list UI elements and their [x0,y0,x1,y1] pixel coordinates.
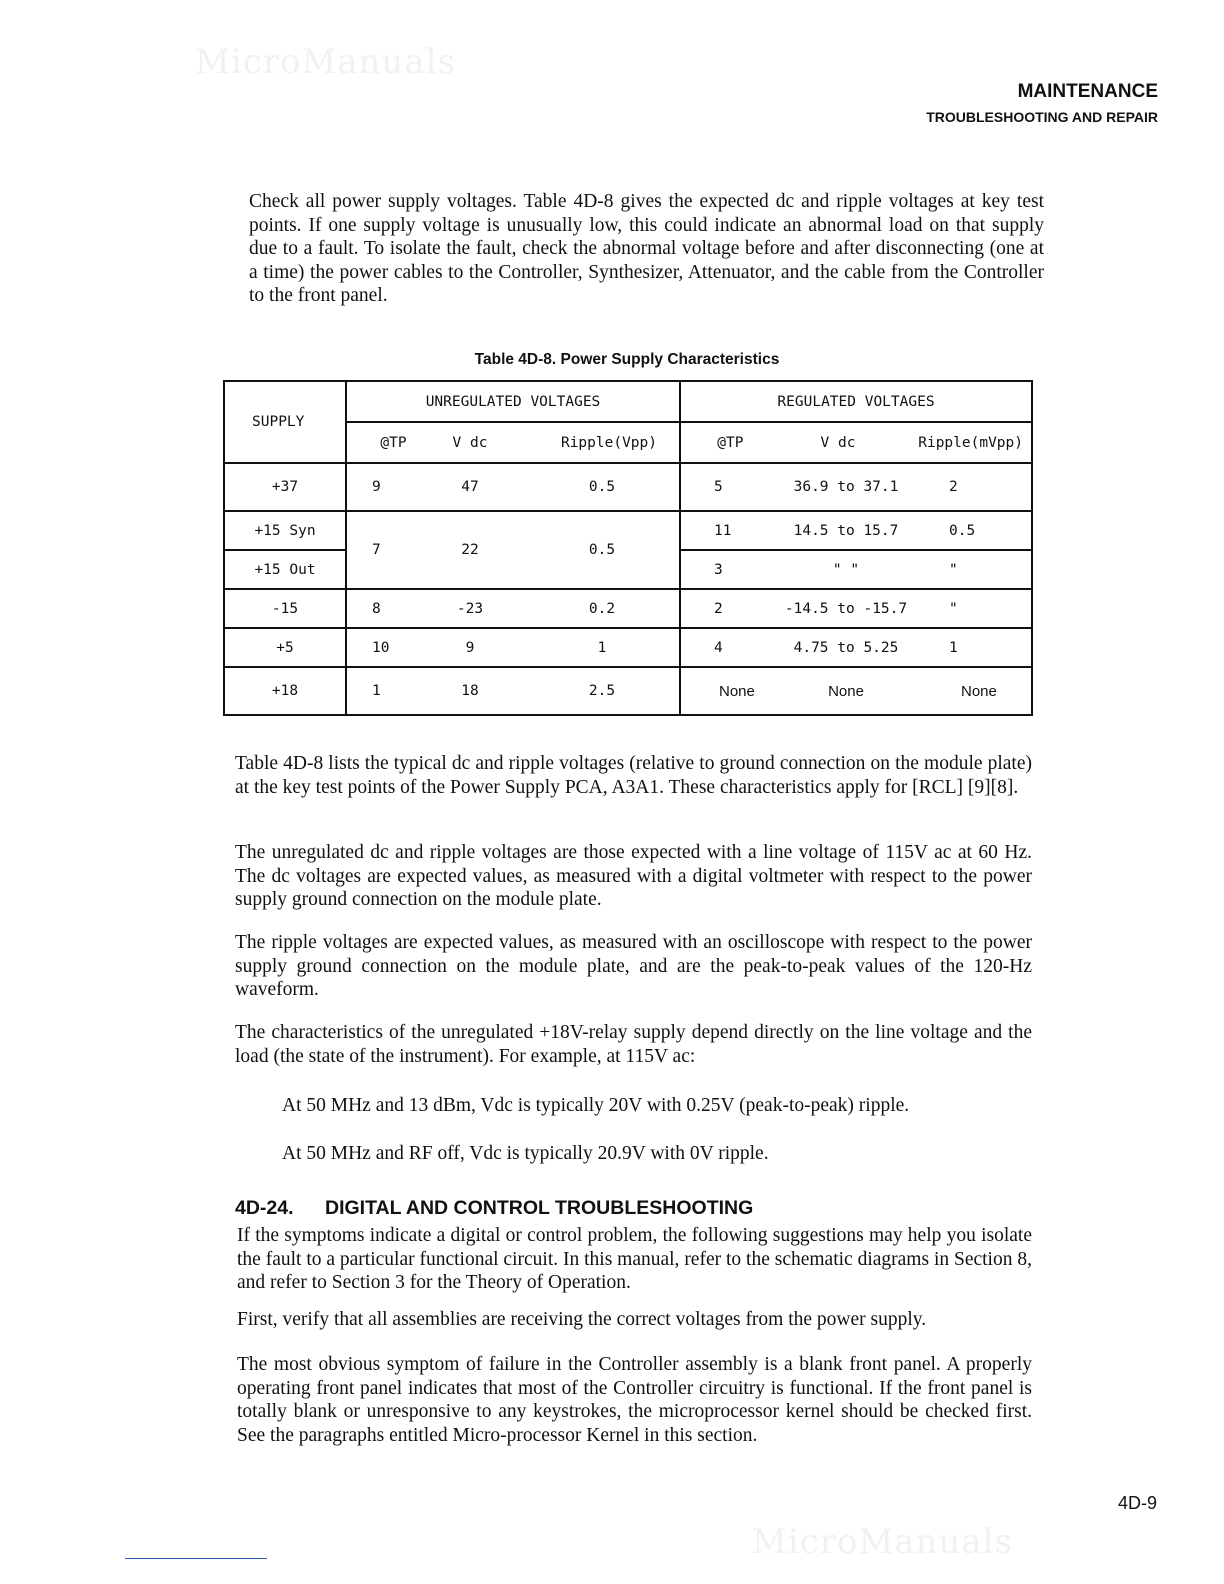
footer-rule [125,1558,267,1559]
unregulated-group-header: UNREGULATED VOLTAGES [346,381,680,422]
u-vdc-value: 22 [461,542,479,558]
table-caption: Table 4D-8. Power Supply Characteristics [474,351,780,368]
u-vdc-value: 9 [465,639,475,656]
regulated-subheader [680,422,1032,463]
example-line: At 50 MHz and RF off, Vdc is typically 20.9V with 0V ripple. [282,1143,769,1164]
regulated-cell [680,463,1032,511]
table-row [224,628,1032,667]
supply-cell: +18 [224,667,346,715]
body-paragraph: The most obvious symptom of failure in the Controller assembly is a blank front panel. A properly operating front panel indicates that most of the Controller circuitry is functional. If the front panel is totally blank or unresponsive to any keystrokes, the microprocessor kernel should be checked first. See the paragraphs entitled Micro-processor Kernel in this section. [237,1354,1032,1446]
u-tp-header: @TP [380,434,407,451]
page-number: 4D-9 [1117,1493,1157,1513]
watermark-top: MicroManuals [195,42,456,82]
u-tp-value: 7 [372,542,381,558]
r-vdc-value: None [828,682,864,700]
body-paragraph: The characteristics of the unregulated +18V-relay supply depend directly on the line voltage and the load (the state of the instrument). For example, at 115V ac: [235,1022,1032,1067]
u-ripple-value: 0.5 [588,542,616,558]
supply-cell: -15 [224,589,346,628]
table-row [224,511,1032,550]
r-vdc-value: 36.9 to 37.1 [793,479,899,495]
r-ripple-value: " [949,561,958,578]
regulated-cell [680,628,1032,667]
u-ripple-value: 0.2 [588,600,616,617]
regulated-cell [680,550,1032,589]
r-vdc-header: V dc [820,434,856,451]
unregulated-cell [346,463,680,511]
supply-cell: +15 Syn [224,511,346,550]
supply-column-header: SUPPLY [224,381,346,463]
unregulated-cell [346,511,680,589]
r-ripple-value: 0.5 [949,522,976,539]
u-vdc-value: 18 [461,683,479,699]
r-vdc-value: 14.5 to 15.7 [793,522,899,539]
r-tp-value: 4 [714,639,723,656]
body-paragraph: First, verify that all assemblies are receiving the correct voltages from the power supply. [237,1309,927,1330]
r-vdc-value: " " [832,561,860,578]
u-ripple-value: 0.5 [588,479,616,495]
r-tp-value: 5 [714,479,723,495]
r-tp-value: 11 [714,522,732,539]
u-tp-value: 10 [372,639,390,656]
body-paragraph: The unregulated dc and ripple voltages are those expected with a line voltage of 115V ac at 60 Hz. The dc voltages are expected values, as measured with a digital voltmeter with respect to the power supply ground connection on the module plate. [235,842,1032,910]
supply-cell: +15 Out [224,550,346,589]
subsection-title: TROUBLESHOOTING AND REPAIR [926,109,1158,125]
r-tp-value: 2 [714,600,723,617]
supply-cell: +37 [224,463,346,511]
unregulated-cell [346,667,680,715]
table-row [224,589,1032,628]
r-ripple-value: 1 [949,639,958,656]
r-tp-value: 3 [714,561,723,578]
section-title: MAINTENANCE [1017,81,1158,102]
watermark-bottom: MicroManuals [752,1522,1013,1562]
regulated-cell [680,667,1032,715]
regulated-cell [680,511,1032,550]
unregulated-subheader [346,422,680,463]
unregulated-cell [346,589,680,628]
r-vdc-value: 4.75 to 5.25 [793,639,899,656]
u-vdc-value: -23 [456,600,484,617]
u-tp-value: 8 [372,600,381,617]
r-vdc-value: -14.5 to -15.7 [784,600,908,617]
u-tp-value: 1 [372,683,381,699]
r-tp-value: None [719,682,755,700]
body-paragraph: The ripple voltages are expected values, as measured with an oscilloscope with respect to the power supply ground connection on the module plate, and are the peak-to-peak values of the 120-Hz waveform. [235,932,1032,1000]
u-ripple-value: 1 [597,639,607,656]
r-ripple-value: None [961,682,997,700]
section-heading [235,1197,753,1220]
running-head [926,80,1158,128]
section-heading-title: DIGITAL AND CONTROL TROUBLESHOOTING [325,1197,754,1219]
table-row [224,463,1032,511]
u-vdc-header: V dc [452,434,488,451]
u-vdc-value: 47 [461,479,479,495]
example-line: At 50 MHz and 13 dBm, Vdc is typically 20V with 0.25V (peak-to-peak) ripple. [282,1095,910,1116]
regulated-group-header: REGULATED VOLTAGES [680,381,1032,422]
supply-cell: +5 [224,628,346,667]
unregulated-cell [346,628,680,667]
r-ripple-value: 2 [949,479,958,495]
u-ripple-value: 2.5 [588,683,616,699]
u-ripple-header: Ripple(Vpp) [560,434,657,451]
table-row [224,667,1032,715]
body-paragraph: If the symptoms indicate a digital or control problem, the following suggestions may help you isolate the fault to a particular functional circuit. In this manual, refer to the schematic diagrams in Section 8, and refer to Section 3 for the Theory of Operation. [237,1225,1032,1293]
r-ripple-value: " [949,600,958,617]
u-tp-value: 9 [372,479,381,495]
r-ripple-header: Ripple(mVpp) [918,434,1023,451]
regulated-cell [680,589,1032,628]
section-number: 4D-24. [235,1197,294,1219]
intro-paragraph: Check all power supply voltages. Table 4D-8 gives the expected dc and ripple voltages at key test points. If one supply voltage is unusually low, this could indicate an abnormal load on that supply due to a fault. To isolate the fault, check the abnormal voltage before and after disconnecting (one at a time) the power cables to the Controller, Synthesizer, Attenuator, and the cable from the Controller to the front panel. [249,191,1044,306]
body-paragraph: Table 4D-8 lists the typical dc and ripple voltages (relative to ground connection on the module plate) at the key test points of the Power Supply PCA, A3A1. These characteristics apply for [RCL] [9][8]. [235,753,1032,798]
r-tp-header: @TP [717,434,744,451]
power-supply-table [223,380,1033,716]
